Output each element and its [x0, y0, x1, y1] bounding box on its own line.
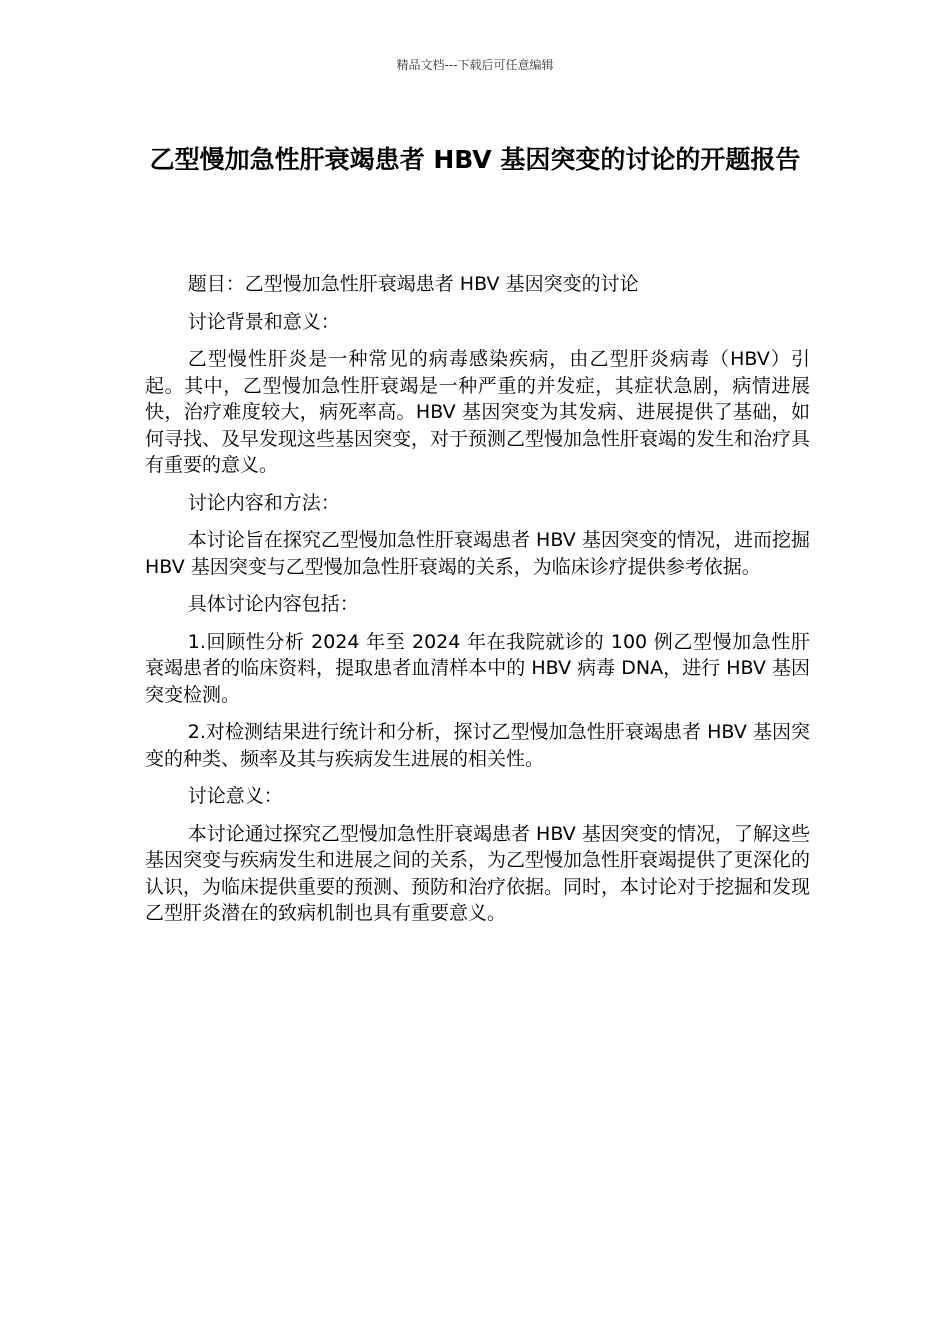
content-methods-paragraph: 本讨论旨在探究乙型慢加急性肝衰竭患者 HBV 基因突变的情况，进而挖掘 HBV 基因突变与乙型慢加急性肝衰竭的关系，为临床诊疗提供参考依据。 — [145, 529, 810, 578]
significance-heading: 讨论意义： — [187, 785, 283, 807]
significance-paragraph: 本讨论通过探究乙型慢加急性肝衰竭患者 HBV 基因突变的情况，了解这些基因突变与疾病发生和进展之间的关系，为乙型慢加急性肝衰竭提供了更深化的认识，为临床提供重要的预测、预防和治疗依据。同时，本讨论对于挖掘和发现乙型肝炎潜在的致病机制也具有重要意义。 — [145, 822, 811, 924]
specific-content-item-2: 2.对检测结果进行统计和分析，探讨乙型慢加急性肝衰竭患者 HBV 基因突变的种类、频率及其与疾病发生进展的相关性。 — [145, 721, 810, 770]
document-title: 乙型慢加急性肝衰竭患者 HBV 基因突变的讨论的开题报告 — [149, 145, 801, 174]
topic-line: 题目：乙型慢加急性肝衰竭患者 HBV 基因突变的讨论 — [187, 273, 639, 295]
content-methods-heading: 讨论内容和方法： — [187, 491, 340, 514]
specific-content-heading: 具体讨论内容包括： — [187, 593, 359, 615]
background-heading: 讨论背景和意义： — [187, 310, 340, 333]
background-paragraph: 乙型慢性肝炎是一种常见的病毒感染疾病，由乙型肝炎病毒（HBV）引起。其中，乙型慢加急性肝衰竭是一种严重的并发症，其症状急剧，病情进展快，治疗难度较大，病死率高。HBV 基因突变为其发病、进展提供了基础，如何寻找、及早发现这些基因突变，对于预测乙型慢加急性肝衰竭的发生和治疗具有重要的意义。 — [145, 348, 811, 476]
header-note: 精品文档---下载后可任意编辑 — [396, 58, 554, 72]
document-body — [145, 271, 810, 938]
specific-content-item-1: 1.回顾性分析 2024 年至 2024 年在我院就诊的 100 例乙型慢加急性肝衰竭患者的临床资料，提取患者血清样本中的 HBV 病毒 DNA，进行 HBV 基因突变检测。 — [145, 630, 810, 706]
